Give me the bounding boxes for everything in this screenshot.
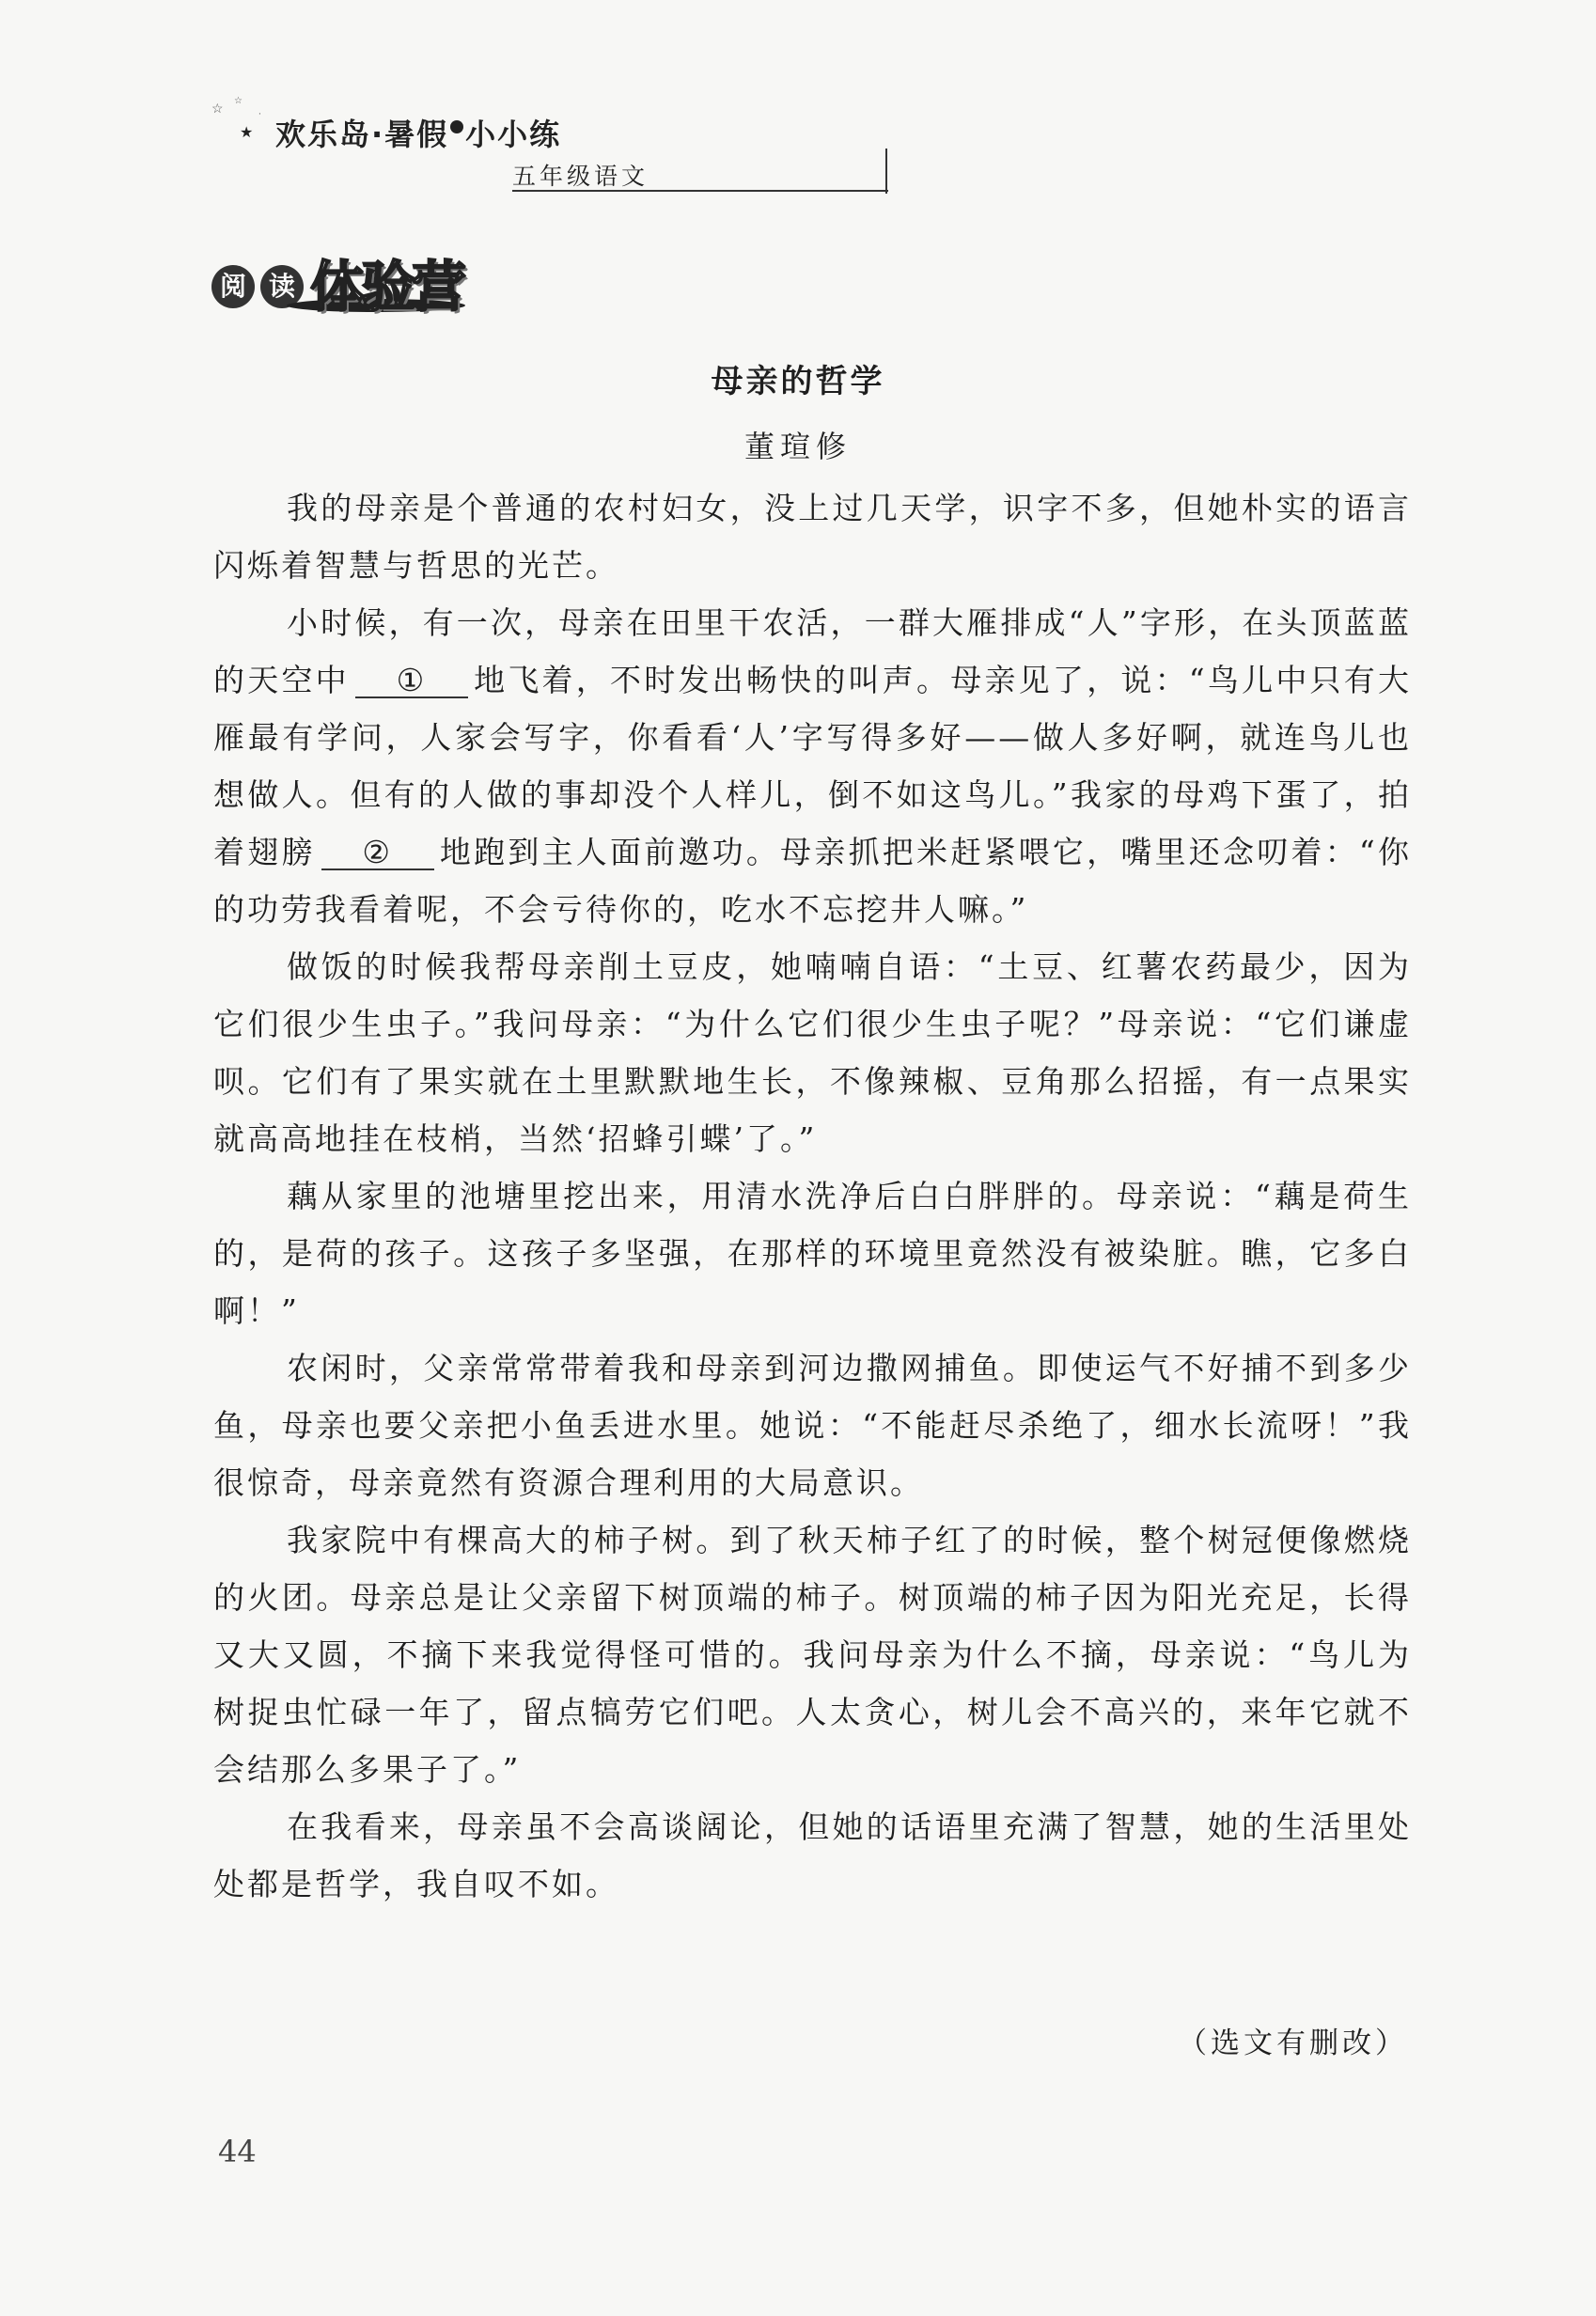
page-number: 44 — [218, 2134, 257, 2169]
series-title: 欢乐岛·暑假 小小练 — [275, 117, 562, 152]
paragraph-with-blanks: 小时候，有一次，母亲在田里干农活，一群大雁排成“人”字形，在头顶蓝蓝的天空中 ① 地飞着，不时发出畅快的叫声。母亲见了，说：“鸟儿中只有大雁最有学问，人家会写字，你看看‘人’字写得多好——做人多好啊，就连鸟儿也想做人。但有的人做的事却没个人样儿，倒不如这鸟儿。”我家的母鸡下蛋了，拍着翅膀 ② 地跑到主人面前邀功。母亲抓把米赶紧喂它，嘴里还念叨着：“你的功劳我看着呢，不会亏待你的，吃水不忘挖井人嘛。” — [213, 604, 1412, 928]
fill-blank-1: ① — [355, 665, 468, 698]
page-header — [202, 92, 710, 190]
moon-icon — [450, 120, 463, 133]
fill-blank-2: ② — [321, 837, 434, 870]
stars-decoration-icon — [202, 92, 287, 149]
paragraph: 做饭的时候我帮母亲削土豆皮，她喃喃自语：“土豆、红薯农药最少，因为它们很少生虫子。”我问母亲：“为什么它们很少生虫子呢？”母亲说：“它们谦虚呗。它们有了果实就在土里默默地生长，不像辣椒、豆角那么招摇，有一点果实就高高地挂在枝梢，当然‘招蜂引蝶’了。” — [213, 948, 1412, 1157]
article-body — [213, 479, 1412, 1913]
badge-circle-1: 阅 — [211, 265, 255, 308]
badge-circle-2: 读 — [260, 265, 304, 308]
paragraph: 我的母亲是个普通的农村妇女，没上过几天学，识字不多，但她朴实的语言闪烁着智慧与哲思的光芒。 — [213, 490, 1412, 584]
paragraph: 藕从家里的池塘里挖出来，用清水洗净后白白胖胖的。母亲说：“藕是荷生的，是荷的孩子。这孩子多坚强，在那样的环境里竟然没有被染脏。瞧，它多白啊！” — [213, 1178, 1412, 1329]
section-badge — [211, 235, 512, 329]
svg-text:★: ★ — [240, 123, 254, 141]
article-author: 董瑄修 — [743, 429, 852, 464]
paragraph: 农闲时，父亲常常带着我和母亲到河边撒网捕鱼。即使运气不好捕不到多少鱼，母亲也要父亲把小鱼丢进水里。她说：“不能赶尽杀绝了，细水长流呀！”我很惊奇，母亲竟然有资源合理利用的大局意识。 — [213, 1350, 1412, 1501]
header-divider — [512, 190, 888, 192]
paragraph: 我家院中有棵高大的柿子树。到了秋天柿子红了的时候，整个树冠便像燃烧的火团。母亲总是让父亲留下树顶端的柿子。树顶端的柿子因为阳光充足，长得又大又圆，不摘下来我觉得怪可惜的。我问母亲为什么不摘，母亲说：“鸟儿为树捉虫忙碌一年了，留点犒劳它们吧。人太贪心，树儿会不高兴的，来年它就不会结那么多果子了。” — [213, 1522, 1412, 1788]
header-divider-tick — [885, 149, 887, 194]
source-note: （选文有删改） — [1178, 2026, 1408, 2060]
badge-title: 体验营 — [310, 255, 463, 319]
svg-text:·: · — [258, 110, 261, 119]
article-title: 母亲的哲学 — [711, 363, 885, 400]
svg-text:☆: ☆ — [211, 102, 224, 117]
grade-label: 五年级语文 — [512, 163, 649, 190]
svg-text:☆: ☆ — [234, 96, 243, 106]
paragraph: 在我看来，母亲虽不会高谈阔论，但她的话语里充满了智慧，她的生活里处处都是哲学，我自叹不如。 — [213, 1808, 1412, 1902]
